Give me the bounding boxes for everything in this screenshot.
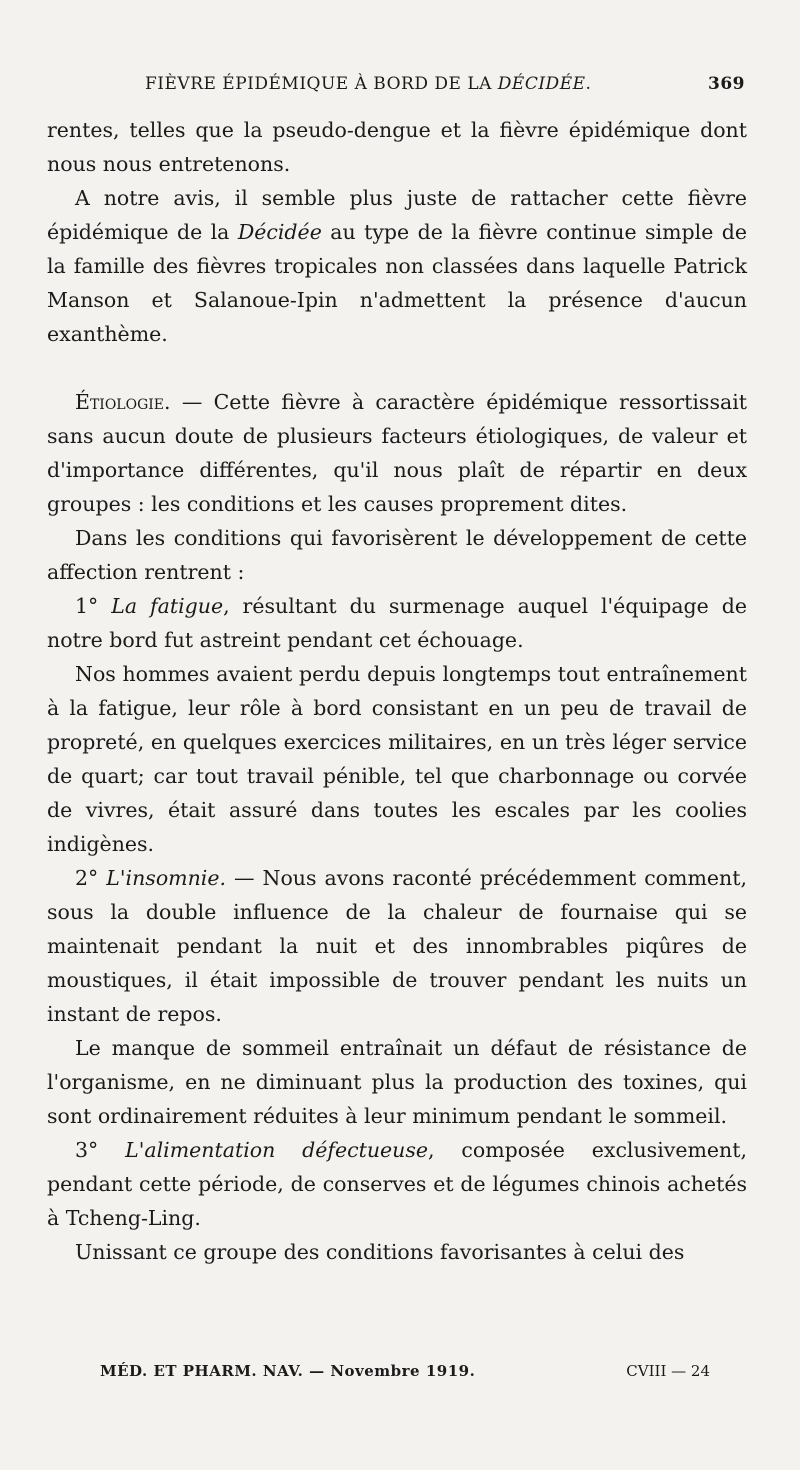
item-1-body: , résultant du surmenage auquel l'équipage de notre bord fut astreint pendant cet échouage. <box>47 594 747 652</box>
paragraph-etiologie <box>47 385 747 521</box>
item-2-body: — Nous avons raconté précédemment comment, sous la double influence de la chaleur de fournaise qui se maintenait pendant la nuit et des innombrables piqûres de moustiques, il était impossible de trouver pendant les nuits un instant de repos. <box>47 866 747 1026</box>
running-header <box>145 72 745 96</box>
paragraph-2-b: au type de la fièvre continue simple de la famille des fièvres tropicales non classées dans laquelle Patrick Manson et Salanoue-Ipin n'admettent la présence d'aucun exanthème. <box>47 220 747 346</box>
page-number: 369 <box>708 74 745 94</box>
footer-journal: MÉD. ET PHARM. NAV. — Novembre 1919. <box>100 1362 476 1380</box>
item-1-heading: La fatigue <box>111 594 224 618</box>
item-2-number: 2° <box>75 866 107 890</box>
header-title-suffix: . <box>585 74 592 94</box>
item-2-heading: L'insomnie. <box>106 866 227 890</box>
page-footer <box>100 1360 710 1382</box>
item-1 <box>47 589 747 657</box>
section-body: — Cette fièvre à caractère épidémique ressortissait sans aucun doute de plusieurs facteurs étiologiques, de valeur et d'importance différentes, qu'il nous plaît de répartir en deux groupes : les conditions et les causes proprement dites. <box>47 390 747 516</box>
header-ship-name: DÉCIDÉE <box>497 74 586 94</box>
body-text <box>47 113 747 1269</box>
paragraph-6: Nos hommes avaient perdu depuis longtemps tout entraînement à la fatigue, leur rôle à bord consistant en un peu de travail de propreté, en quelques exercices militaires, en un très léger service de quart; car tout travail pénible, tel que charbonnage ou corvée de vivres, était assuré dans toutes les escales par les coolies indigènes. <box>47 662 747 856</box>
header-title <box>145 74 591 94</box>
paragraph-10: Unissant ce groupe des conditions favorisantes à celui des <box>75 1240 685 1264</box>
paragraph-1: rentes, telles que la pseudo-dengue et la fièvre épidémique dont nous nous entretenons. <box>47 118 747 176</box>
paragraph-8: Le manque de sommeil entraînait un défaut de résistance de l'organisme, en ne diminuant plus la production des toxines, qui sont ordinairement réduites à leur minimum pendant le sommeil. <box>47 1036 747 1128</box>
paragraph-2-a: A notre avis, il semble plus juste de rattacher cette fièvre épidémique de la <box>47 186 747 244</box>
item-2 <box>47 861 747 1031</box>
paragraph-2 <box>47 181 747 351</box>
paragraph-4: Dans les conditions qui favorisèrent le développement de cette affection rentrent : <box>47 526 747 584</box>
item-3 <box>47 1133 747 1235</box>
item-3-number: 3° <box>75 1138 126 1162</box>
section-heading: Étiologie. <box>75 390 171 414</box>
item-3-body: , composée exclusivement, pendant cette période, de conserves et de légumes chinois achetés à Tcheng-Ling. <box>47 1138 747 1230</box>
header-title-prefix: FIÈVRE ÉPIDÉMIQUE À BORD DE LA <box>145 74 498 94</box>
item-3-heading: L'alimentation défectueuse <box>125 1138 429 1162</box>
footer-signature: CVIII — 24 <box>626 1362 710 1380</box>
ship-name: Décidée <box>237 220 322 244</box>
item-1-number: 1° <box>75 594 112 618</box>
